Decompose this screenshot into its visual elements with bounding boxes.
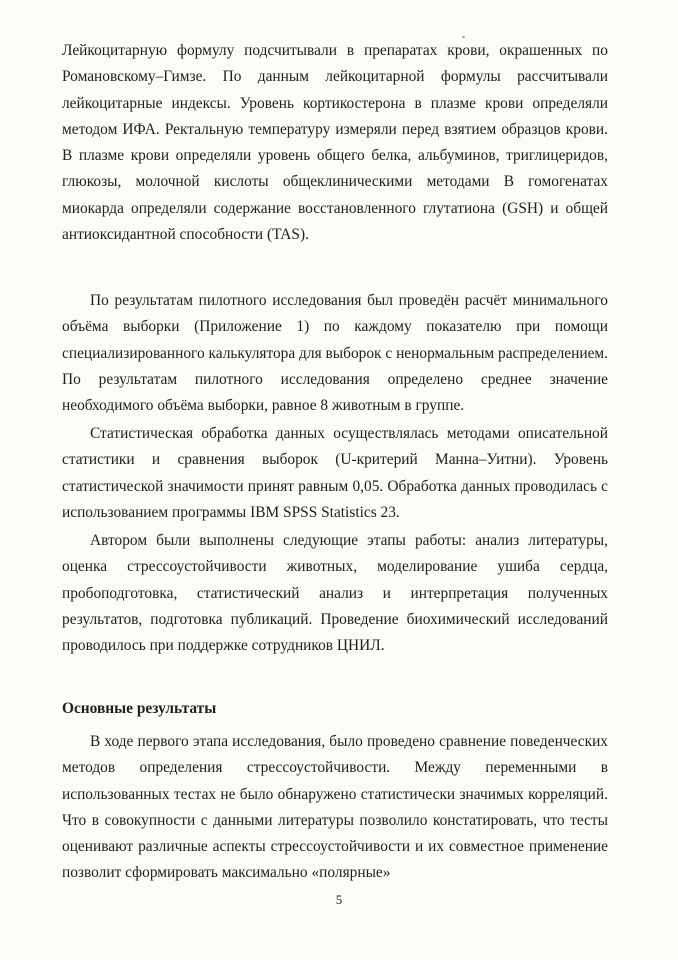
paragraph-author-contribution: Автором были выполнены следующие этапы работы: анализ литературы, оценка стрессоустойчивости животных, моделирование ушиба сердца, пробоподготовка, статистический анализ и интерпретация полученных результатов, подготовка публикаций. Проведение биохимический исследований проводилось при поддержке сотрудников ЦНИЛ. [62, 532, 608, 655]
section-heading-main-results: Основные результаты [62, 700, 217, 717]
paragraph-sample-size: По результатам пилотного исследования был проведён расчёт минимального объёма выборки (Приложение 1) по каждому показателю при помощи специализированного калькулятора для выборок с ненормальным распределением. По результатам пилотного исследования определено среднее значение необходимого объёма выборки, равное 8 животным в группе. [62, 292, 608, 415]
paragraph-methods-blood: Лейкоцитарную формулу подсчитывали в препаратах крови, окрашенных по Романовскому–Гимзе. По данным лейкоцитарной формулы рассчитывали лейкоцитарные индексы. Уровень кортикостерона в плазме крови определяли методом ИФА. Ректальную температуру измеряли перед взятием образцов крови. В плазме крови определяли уровень общего белка, альбуминов, триглицеридов, глюкозы, молочной кислоты общеклиническими методами В гомогенатах миокарда определяли содержание восстановленного глутатиона (GSH) и общей антиоксидантной способности (TAS). [62, 42, 608, 244]
page-number: 5 [335, 892, 343, 907]
paragraph-results-first-stage: В ходе первого этапа исследования, было проведено сравнение поведенческих методов определения стрессоустойчивости. Между переменными в использованных тестах не было обнаружено статистически значимых корреляций. Что в совокупности с данными литературы позволило констатировать, что тесты оценивают различные аспекты стрессоустойчивости и их совместное применение позволит сформировать максимально «полярные» [62, 733, 608, 882]
paragraph-statistics: Статистическая обработка данных осуществлялась методами описательной статистики и сравнения выборок (U-критерий Манна–Уитни). Уровень статистической значимости принят равным 0,05. Обработка данных проводилась с использованием программы IBM SPSS Statistics 23. [62, 425, 608, 521]
